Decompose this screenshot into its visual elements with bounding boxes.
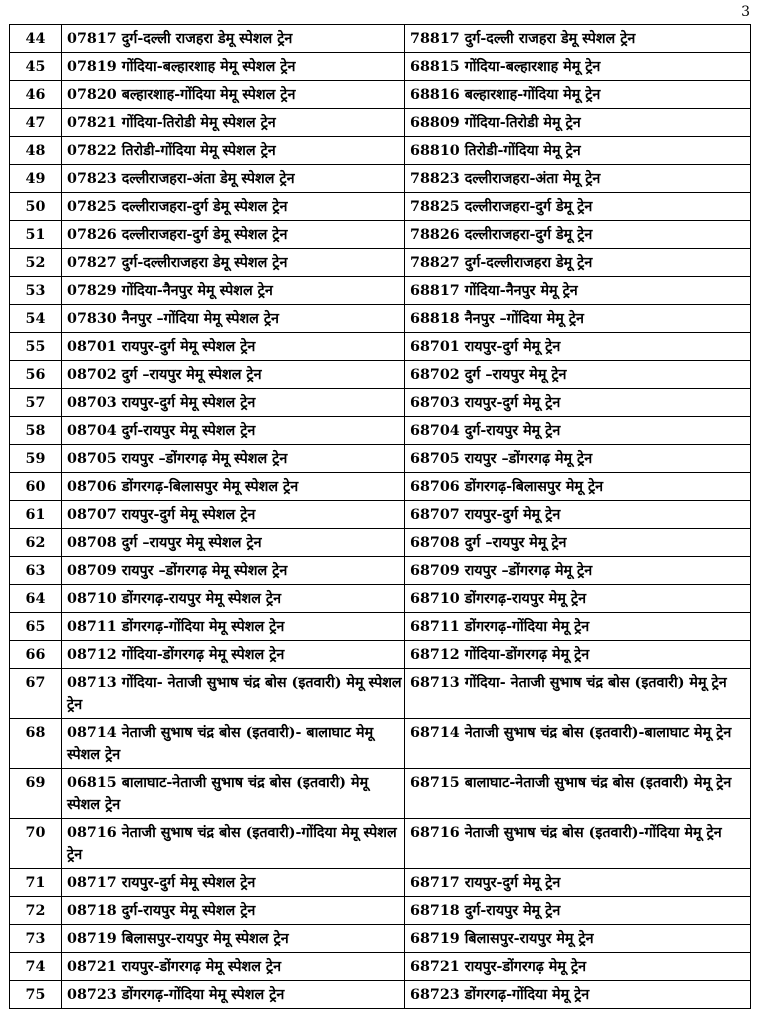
serial-number-cell: 59 — [10, 445, 62, 473]
old-train-cell: 07817 दुर्ग-दल्ली राजहरा डेमू स्पेशल ट्रेन — [62, 25, 405, 53]
serial-number-cell: 75 — [10, 981, 62, 1009]
table-row — [10, 719, 751, 769]
table-body — [10, 25, 751, 1009]
old-train-cell: 08708 दुर्ग –रायपुर मेमू स्पेशल ट्रेन — [62, 529, 405, 557]
new-train-cell: 68710 डोंगरगढ़-रायपुर मेमू ट्रेन — [405, 585, 751, 613]
new-train-cell: 68815 गोंदिया-बल्हारशाह मेमू ट्रेन — [405, 53, 751, 81]
table-row — [10, 81, 751, 109]
serial-number-cell: 51 — [10, 221, 62, 249]
new-train-cell: 78827 दुर्ग-दल्लीराजहरा डेमू ट्रेन — [405, 249, 751, 277]
old-train-cell: 08709 रायपुर –डोंगरगढ़ मेमू स्पेशल ट्रेन — [62, 557, 405, 585]
new-train-cell: 78826 दल्लीराजहरा-दुर्ग डेमू ट्रेन — [405, 221, 751, 249]
old-train-cell: 08701 रायपुर-दुर्ग मेमू स्पेशल ट्रेन — [62, 333, 405, 361]
table-row — [10, 897, 751, 925]
serial-number-cell: 60 — [10, 473, 62, 501]
table-row — [10, 361, 751, 389]
new-train-cell: 68708 दुर्ग –रायपुर मेमू ट्रेन — [405, 529, 751, 557]
serial-number-cell: 45 — [10, 53, 62, 81]
new-train-cell: 68701 रायपुर-दुर्ग मेमू ट्रेन — [405, 333, 751, 361]
old-train-cell: 07830 नैनपुर –गोंदिया मेमू स्पेशल ट्रेन — [62, 305, 405, 333]
serial-number-cell: 66 — [10, 641, 62, 669]
serial-number-cell: 64 — [10, 585, 62, 613]
serial-number-cell: 72 — [10, 897, 62, 925]
old-train-cell: 08721 रायपुर-डोंगरगढ़ मेमू स्पेशल ट्रेन — [62, 953, 405, 981]
serial-number-cell: 56 — [10, 361, 62, 389]
old-train-cell: 08706 डोंगरगढ़-बिलासपुर मेमू स्पेशल ट्रेन — [62, 473, 405, 501]
new-train-cell: 68713 गोंदिया- नेताजी सुभाष चंद्र बोस (इतवारी) मेमू ट्रेन — [405, 669, 751, 719]
new-train-cell: 68809 गोंदिया-तिरोडी मेमू ट्रेन — [405, 109, 751, 137]
old-train-cell: 07826 दल्लीराजहरा-दुर्ग डेमू स्पेशल ट्रेन — [62, 221, 405, 249]
new-train-cell: 68817 गोंदिया-नैनपुर मेमू ट्रेन — [405, 277, 751, 305]
table-row — [10, 925, 751, 953]
table-row — [10, 529, 751, 557]
old-train-cell: 08719 बिलासपुर-रायपुर मेमू स्पेशल ट्रेन — [62, 925, 405, 953]
serial-number-cell: 65 — [10, 613, 62, 641]
old-train-cell: 08717 रायपुर-दुर्ग मेमू स्पेशल ट्रेन — [62, 869, 405, 897]
serial-number-cell: 74 — [10, 953, 62, 981]
serial-number-cell: 61 — [10, 501, 62, 529]
old-train-cell: 08702 दुर्ग –रायपुर मेमू स्पेशल ट्रेन — [62, 361, 405, 389]
table-row — [10, 249, 751, 277]
serial-number-cell: 70 — [10, 819, 62, 869]
table-row — [10, 25, 751, 53]
new-train-cell: 68816 बल्हारशाह-गोंदिया मेमू ट्रेन — [405, 81, 751, 109]
table-row — [10, 53, 751, 81]
serial-number-cell: 47 — [10, 109, 62, 137]
new-train-cell: 78825 दल्लीराजहरा-दुर्ग डेमू ट्रेन — [405, 193, 751, 221]
table-row — [10, 585, 751, 613]
old-train-cell: 08712 गोंदिया-डोंगरगढ़ मेमू स्पेशल ट्रेन — [62, 641, 405, 669]
new-train-cell: 68717 रायपुर-दुर्ग मेमू ट्रेन — [405, 869, 751, 897]
table-row — [10, 165, 751, 193]
old-train-cell: 08707 रायपुर-दुर्ग मेमू स्पेशल ट्रेन — [62, 501, 405, 529]
old-train-cell: 08704 दुर्ग-रायपुर मेमू स्पेशल ट्रेन — [62, 417, 405, 445]
serial-number-cell: 57 — [10, 389, 62, 417]
table-row — [10, 137, 751, 165]
old-train-cell: 08711 डोंगरगढ़-गोंदिया मेमू स्पेशल ट्रेन — [62, 613, 405, 641]
old-train-cell: 08705 रायपुर –डोंगरगढ़ मेमू स्पेशल ट्रेन — [62, 445, 405, 473]
old-train-cell: 07822 तिरोडी-गोंदिया मेमू स्पेशल ट्रेन — [62, 137, 405, 165]
new-train-cell: 78823 दल्लीराजहरा-अंता मेमू ट्रेन — [405, 165, 751, 193]
old-train-cell: 07821 गोंदिया-तिरोडी मेमू स्पेशल ट्रेन — [62, 109, 405, 137]
serial-number-cell: 53 — [10, 277, 62, 305]
new-train-cell: 68718 दुर्ग-रायपुर मेमू ट्रेन — [405, 897, 751, 925]
serial-number-cell: 48 — [10, 137, 62, 165]
serial-number-cell: 73 — [10, 925, 62, 953]
serial-number-cell: 52 — [10, 249, 62, 277]
new-train-cell: 68715 बालाघाट-नेताजी सुभाष चंद्र बोस (इतवारी) मेमू ट्रेन — [405, 769, 751, 819]
new-train-cell: 68721 रायपुर-डोंगरगढ़ मेमू ट्रेन — [405, 953, 751, 981]
new-train-cell: 68719 बिलासपुर-रायपुर मेमू ट्रेन — [405, 925, 751, 953]
old-train-cell: 08723 डोंगरगढ़-गोंदिया मेमू स्पेशल ट्रेन — [62, 981, 405, 1009]
new-train-cell: 78817 दुर्ग-दल्ली राजहरा डेमू स्पेशल ट्रेन — [405, 25, 751, 53]
old-train-cell: 07827 दुर्ग-दल्लीराजहरा डेमू स्पेशल ट्रेन — [62, 249, 405, 277]
old-train-cell: 08713 गोंदिया- नेताजी सुभाष चंद्र बोस (इतवारी) मेमू स्पेशल ट्रेन — [62, 669, 405, 719]
old-train-cell: 07819 गोंदिया-बल्हारशाह मेमू स्पेशल ट्रेन — [62, 53, 405, 81]
serial-number-cell: 62 — [10, 529, 62, 557]
old-train-cell: 07825 दल्लीराजहरा-दुर्ग डेमू स्पेशल ट्रेन — [62, 193, 405, 221]
table-row — [10, 613, 751, 641]
serial-number-cell: 68 — [10, 719, 62, 769]
table-row — [10, 193, 751, 221]
old-train-cell: 08703 रायपुर-दुर्ग मेमू स्पेशल ट्रेन — [62, 389, 405, 417]
table-row — [10, 389, 751, 417]
new-train-cell: 68712 गोंदिया-डोंगरगढ़ मेमू ट्रेन — [405, 641, 751, 669]
new-train-cell: 68711 डोंगरगढ़-गोंदिया मेमू ट्रेन — [405, 613, 751, 641]
serial-number-cell: 46 — [10, 81, 62, 109]
table-row — [10, 869, 751, 897]
new-train-cell: 68709 रायपुर –डोंगरगढ़ मेमू ट्रेन — [405, 557, 751, 585]
new-train-cell: 68707 रायपुर-दुर्ग मेमू ट्रेन — [405, 501, 751, 529]
serial-number-cell: 58 — [10, 417, 62, 445]
new-train-cell: 68818 नैनपुर –गोंदिया मेमू ट्रेन — [405, 305, 751, 333]
new-train-cell: 68716 नेताजी सुभाष चंद्र बोस (इतवारी)-गोंदिया मेमू ट्रेन — [405, 819, 751, 869]
new-train-cell: 68705 रायपुर –डोंगरगढ़ मेमू ट्रेन — [405, 445, 751, 473]
serial-number-cell: 49 — [10, 165, 62, 193]
table-row — [10, 473, 751, 501]
old-train-cell: 08714 नेताजी सुभाष चंद्र बोस (इतवारी)- बालाघाट मेमू स्पेशल ट्रेन — [62, 719, 405, 769]
serial-number-cell: 67 — [10, 669, 62, 719]
table-row — [10, 417, 751, 445]
table-row — [10, 769, 751, 819]
table-row — [10, 501, 751, 529]
serial-number-cell: 63 — [10, 557, 62, 585]
serial-number-cell: 44 — [10, 25, 62, 53]
old-train-cell: 07823 दल्लीराजहरा-अंता डेमू स्पेशल ट्रेन — [62, 165, 405, 193]
old-train-cell: 06815 बालाघाट-नेताजी सुभाष चंद्र बोस (इतवारी) मेमू स्पेशल ट्रेन — [62, 769, 405, 819]
serial-number-cell: 55 — [10, 333, 62, 361]
old-train-cell: 08710 डोंगरगढ़-रायपुर मेमू स्पेशल ट्रेन — [62, 585, 405, 613]
new-train-cell: 68704 दुर्ग-रायपुर मेमू ट्रेन — [405, 417, 751, 445]
serial-number-cell: 71 — [10, 869, 62, 897]
serial-number-cell: 69 — [10, 769, 62, 819]
new-train-cell: 68723 डोंगरगढ़-गोंदिया मेमू ट्रेन — [405, 981, 751, 1009]
table-row — [10, 109, 751, 137]
old-train-cell: 07829 गोंदिया-नैनपुर मेमू स्पेशल ट्रेन — [62, 277, 405, 305]
old-train-cell: 08716 नेताजी सुभाष चंद्र बोस (इतवारी)-गोंदिया मेमू स्पेशल ट्रेन — [62, 819, 405, 869]
table-row — [10, 953, 751, 981]
table-row — [10, 277, 751, 305]
new-train-cell: 68703 रायपुर-दुर्ग मेमू ट्रेन — [405, 389, 751, 417]
table-row — [10, 305, 751, 333]
table-row — [10, 981, 751, 1009]
page-number: 3 — [741, 4, 750, 20]
table-row — [10, 557, 751, 585]
old-train-cell: 07820 बल्हारशाह-गोंदिया मेमू स्पेशल ट्रेन — [62, 81, 405, 109]
train-number-table — [9, 24, 751, 1009]
table-row — [10, 819, 751, 869]
table-row — [10, 445, 751, 473]
table-row — [10, 221, 751, 249]
serial-number-cell: 50 — [10, 193, 62, 221]
new-train-cell: 68706 डोंगरगढ़-बिलासपुर मेमू ट्रेन — [405, 473, 751, 501]
old-train-cell: 08718 दुर्ग-रायपुर मेमू स्पेशल ट्रेन — [62, 897, 405, 925]
table-row — [10, 333, 751, 361]
table-row — [10, 641, 751, 669]
table-row — [10, 669, 751, 719]
new-train-cell: 68714 नेताजी सुभाष चंद्र बोस (इतवारी)-बालाघाट मेमू ट्रेन — [405, 719, 751, 769]
serial-number-cell: 54 — [10, 305, 62, 333]
new-train-cell: 68702 दुर्ग –रायपुर मेमू ट्रेन — [405, 361, 751, 389]
new-train-cell: 68810 तिरोडी-गोंदिया मेमू ट्रेन — [405, 137, 751, 165]
